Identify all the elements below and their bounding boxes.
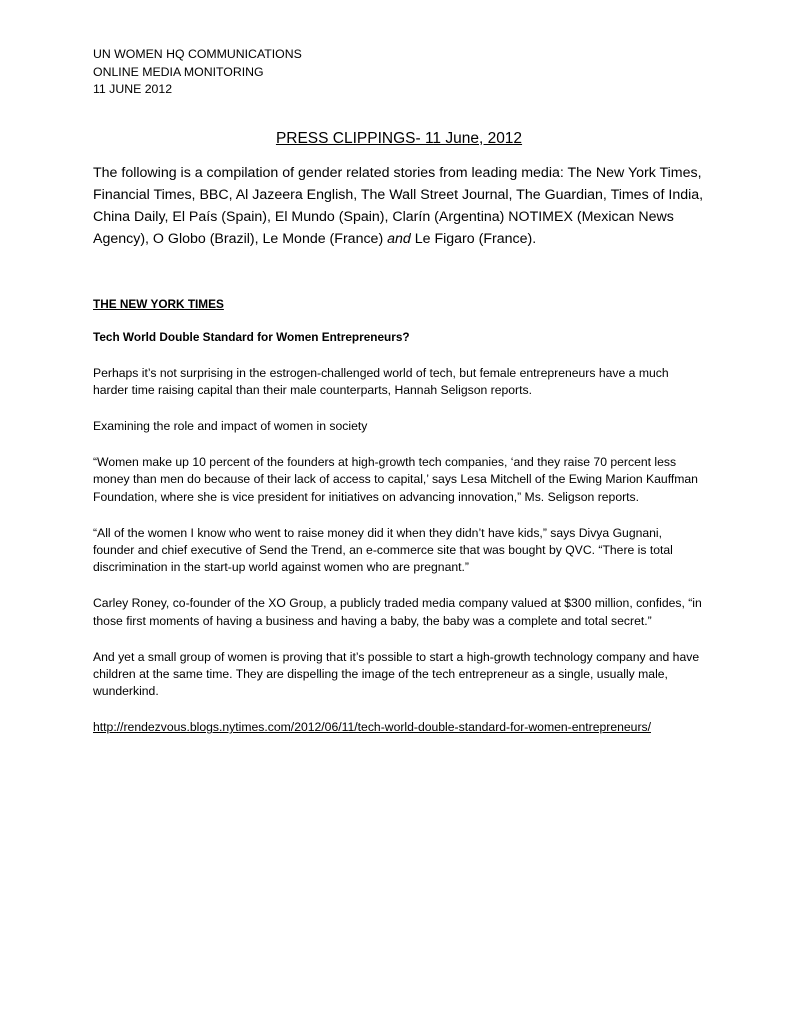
article-paragraph: And yet a small group of women is proving that it’s possible to start a high-growth technology company and have children at the same time. They are dispelling the image of the tech entrepreneur as a single, usually male, wunderkind. (93, 649, 700, 699)
intro-text-after: Le Figaro (France). (410, 230, 537, 247)
article-paragraph: “Women make up 10 percent of the founders at high-growth tech companies, ‘and they raise 70 percent less money than men do because of their lack of access to capital,’ says Lesa Mitchell of the Ewing Marion Kauffman Foundation, where she is vice president for initiatives on advancing innovation,” Ms. Seligson reports. (93, 455, 698, 504)
intro-text-before: The following is a compilation of gender related stories from leading media: The New York Times, Financial Times, BBC, Al Jazeera English, The Wall Street Journal, The Guardian, Times of India, China Daily, El País (Spain), El Mundo (Spain), Clarín (Argentina) NOTIMEX (Mexican News Agency), O Globo (Brazil), Le Monde (France) (93, 164, 704, 247)
document-page (93, 46, 705, 737)
page-title: PRESS CLIPPINGS- 11 June, 2012 (275, 129, 523, 147)
header-org: UN WOMEN HQ COMMUNICATIONS (93, 47, 302, 61)
intro-and-word: and (387, 230, 411, 247)
header-date: 11 JUNE 2012 (93, 82, 173, 96)
article-paragraph: Examining the role and impact of women in society (93, 418, 368, 433)
section-title: THE NEW YORK TIMES (93, 296, 224, 311)
header-department: ONLINE MEDIA MONITORING (93, 64, 264, 79)
article-headline: Tech World Double Standard for Women Entrepreneurs? (93, 329, 410, 344)
article-link[interactable]: http://rendezvous.blogs.nytimes.com/2012/06/11/tech-world-double-standard-for-women-entrepreneurs/ (93, 720, 651, 735)
intro-paragraph (93, 162, 705, 250)
article-paragraph: “All of the women I know who went to raise money did it when they didn’t have kids,” says Divya Gugnani, founder and chief executive of Send the Trend, an e-commerce site that was bought by QVC. “There is total discrimination in the start-up world against women who are pregnant.” (93, 525, 673, 575)
article-paragraph: Perhaps it’s not surprising in the estrogen-challenged world of tech, but female entrepreneurs have a much harder time raising capital than their male counterparts, Hannah Seligson reports. (93, 365, 669, 397)
article-paragraph: Carley Roney, co-founder of the XO Group, a publicly traded media company valued at $300 million, confides, “in those first moments of having a business and having a baby, the baby was a complete and total secret.” (93, 596, 702, 628)
document-header (93, 46, 705, 99)
